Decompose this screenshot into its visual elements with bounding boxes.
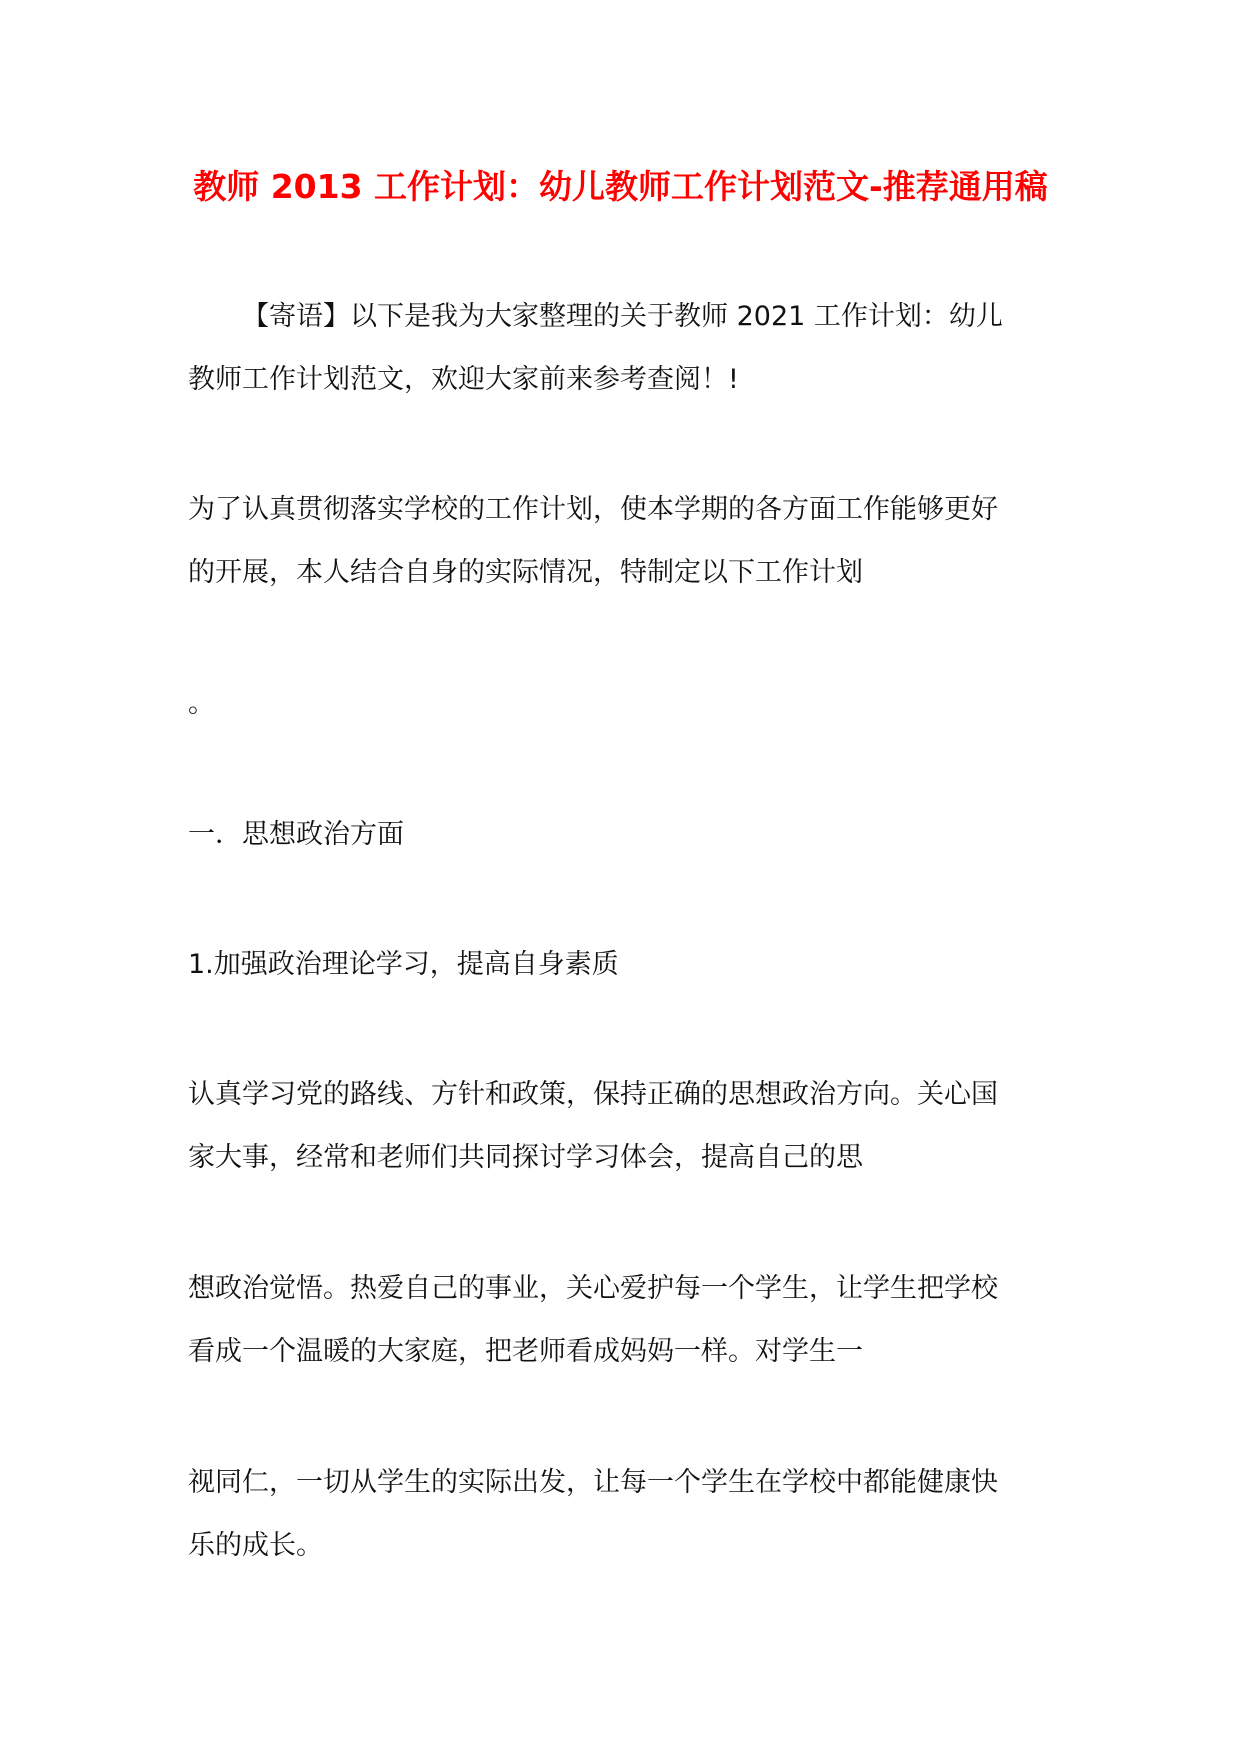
paragraph-1-line-1: 认真学习党的路线、方针和政策，保持正确的思想政治方向。关心国: [188, 1079, 998, 1110]
intro-line-1: 为了认真贯彻落实学校的工作计划，使本学期的各方面工作能够更好: [188, 494, 998, 525]
period-line: 。: [188, 688, 215, 719]
section-heading: 一．思想政治方面: [188, 819, 404, 850]
paragraph-1-line-2: 家大事，经常和老师们共同探讨学习体会，提高自己的思: [188, 1142, 863, 1173]
subsection-heading: 1.加强政治理论学习，提高自身素质: [188, 949, 619, 980]
intro-line-2: 的开展，本人结合自身的实际情况，特制定以下工作计划: [188, 557, 863, 588]
preface-line-1: 【寄语】以下是我为大家整理的关于教师 2021 工作计划：幼儿: [242, 301, 1003, 332]
paragraph-2-line-1: 想政治觉悟。热爱自己的事业，关心爱护每一个学生，让学生把学校: [188, 1273, 998, 1304]
document-title: 教师 2013 工作计划：幼儿教师工作计划范文-推荐通用稿: [193, 167, 1048, 206]
paragraph-3-line-2: 乐的成长。: [188, 1530, 323, 1561]
paragraph-3-line-1: 视同仁，一切从学生的实际出发，让每一个学生在学校中都能健康快: [188, 1467, 998, 1498]
preface-line-2: 教师工作计划范文，欢迎大家前来参考查阅！!: [188, 364, 739, 395]
paragraph-2-line-2: 看成一个温暖的大家庭，把老师看成妈妈一样。对学生一: [188, 1336, 863, 1367]
